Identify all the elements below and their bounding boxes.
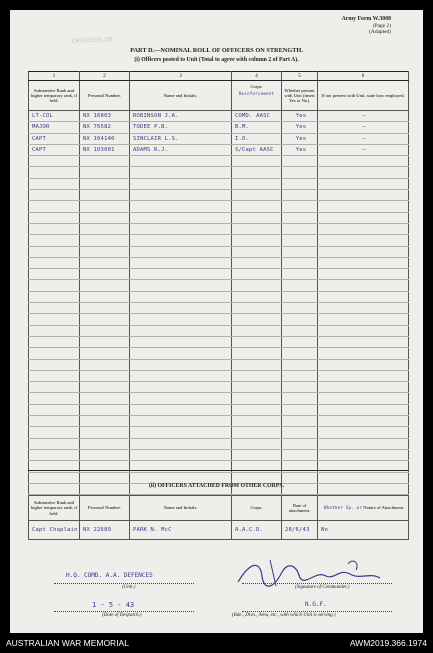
- personal-number-cell: [80, 449, 130, 460]
- blank-row: [29, 178, 409, 189]
- army-form-number: Army Form W.3008: [341, 16, 391, 22]
- present-cell: [282, 190, 318, 201]
- blank-row: [29, 291, 409, 302]
- corps-handwritten-note: Reinforcement: [238, 91, 275, 97]
- personal-number-cell: [80, 167, 130, 178]
- personal-number-cell: [80, 404, 130, 415]
- present-cell: [282, 393, 318, 404]
- rank-cell: [29, 190, 80, 201]
- nature-cell: No: [318, 521, 409, 540]
- employed-cell: [318, 167, 409, 178]
- present-header: Whether present with Unit (insert Yes or No).: [282, 81, 318, 111]
- name-cell: [130, 404, 232, 415]
- rank-cell: [29, 280, 80, 291]
- officer-row: [29, 122, 409, 133]
- rank-cell: [29, 393, 80, 404]
- rank-cell: [29, 201, 80, 212]
- present-cell: [282, 269, 318, 280]
- attached-body: [29, 521, 409, 540]
- personal-number-cell: [80, 416, 130, 427]
- employed-cell: [318, 393, 409, 404]
- employed-cell: [318, 291, 409, 302]
- blank-row: [29, 325, 409, 336]
- col-number: 6: [318, 72, 409, 81]
- corps-cell: [232, 393, 282, 404]
- roll-body: [29, 111, 409, 495]
- present-cell: [282, 438, 318, 449]
- present-cell: [282, 223, 318, 234]
- personal-number-cell: [80, 190, 130, 201]
- present-cell: [282, 336, 318, 347]
- formation-label: (Bde., Divn., Area, etc., with which Unit is serving.): [232, 613, 336, 618]
- name-cell: [130, 427, 232, 438]
- blank-row: [29, 472, 409, 483]
- officers-roll-table: [28, 71, 409, 495]
- name-header: Name and Initials.: [130, 81, 232, 111]
- unit-label: (Unit.): [122, 585, 136, 590]
- name-cell: [130, 449, 232, 460]
- col-number: 4: [232, 72, 282, 81]
- blank-row: [29, 404, 409, 415]
- blank-row: [29, 370, 409, 381]
- blank-row: [29, 201, 409, 212]
- rank-cell: [29, 223, 80, 234]
- blank-row: [29, 314, 409, 325]
- date-line: [54, 611, 194, 612]
- employed-cell: [318, 303, 409, 314]
- rank-cell: [29, 449, 80, 460]
- rank-cell: Capt Chaplain: [29, 521, 80, 540]
- personal-number-cell: NX 76582: [80, 122, 130, 133]
- personal-number-cell: [80, 370, 130, 381]
- rank-cell: [29, 325, 80, 336]
- personal-number-cell: [80, 393, 130, 404]
- personal-number-cell: [80, 223, 130, 234]
- column-header-row: [29, 81, 409, 111]
- present-cell: [282, 382, 318, 393]
- rank-cell: [29, 416, 80, 427]
- name-cell: [130, 246, 232, 257]
- corps-cell: [232, 438, 282, 449]
- blank-row: [29, 269, 409, 280]
- corps-cell: [232, 370, 282, 381]
- personal-number-cell: [80, 280, 130, 291]
- corps-cell: [232, 303, 282, 314]
- name-cell: [130, 156, 232, 167]
- unit-handwritten: H.Q. COMD. A.A. DEFENCES: [66, 572, 153, 579]
- officer-row: [29, 144, 409, 155]
- column-number-row: [29, 72, 409, 81]
- present-cell: [282, 201, 318, 212]
- rank-cell: [29, 291, 80, 302]
- present-cell: [282, 257, 318, 268]
- employed-cell: [318, 235, 409, 246]
- name-cell: [130, 212, 232, 223]
- rank-cell: [29, 246, 80, 257]
- name-cell: [130, 167, 232, 178]
- corps-cell: [232, 235, 282, 246]
- blank-row: [29, 359, 409, 370]
- attached-officer-row: [29, 521, 409, 540]
- col-number: 1: [29, 72, 80, 81]
- personal-number-cell: [80, 235, 130, 246]
- corps-cell: [232, 449, 282, 460]
- formation-handwritten: N.G.F.: [305, 601, 327, 608]
- rank-cell: [29, 178, 80, 189]
- personal-number-cell: [80, 246, 130, 257]
- name-cell: [130, 269, 232, 280]
- name-cell: [130, 370, 232, 381]
- personal-number-cell: [80, 325, 130, 336]
- blank-row: [29, 382, 409, 393]
- name-cell: [130, 438, 232, 449]
- employed-cell: [318, 223, 409, 234]
- name-cell: [130, 348, 232, 359]
- corps-cell: B.M.: [232, 122, 282, 133]
- rank-cell: [29, 336, 80, 347]
- rank-cell: [29, 472, 80, 483]
- present-cell: [282, 212, 318, 223]
- name-cell: [130, 223, 232, 234]
- present-cell: [282, 348, 318, 359]
- rank-cell: LT-COL: [29, 111, 80, 122]
- name-cell: [130, 303, 232, 314]
- corps-cell: [232, 167, 282, 178]
- rank-header: Substantive Rank and higher temporary rank, if held.: [29, 81, 80, 111]
- rank-cell: CAPT: [29, 133, 80, 144]
- signature-line: [242, 583, 392, 584]
- blank-row: [29, 257, 409, 268]
- officer-row: [29, 111, 409, 122]
- corps-header-label: Corps.: [250, 84, 263, 89]
- corps-cell: [232, 246, 282, 257]
- blank-row: [29, 190, 409, 201]
- present-cell: Yes: [282, 111, 318, 122]
- present-cell: [282, 235, 318, 246]
- rank-cell: [29, 427, 80, 438]
- present-cell: [282, 303, 318, 314]
- officer-row: [29, 133, 409, 144]
- section-divider: [28, 470, 408, 471]
- personal-number-cell: [80, 257, 130, 268]
- personal-number-cell: [80, 178, 130, 189]
- present-cell: [282, 178, 318, 189]
- name-cell: [130, 291, 232, 302]
- employed-cell: —: [318, 111, 409, 122]
- personal-number-cell: [80, 359, 130, 370]
- rank-cell: [29, 303, 80, 314]
- blank-row: [29, 427, 409, 438]
- rank-cell: [29, 167, 80, 178]
- present-cell: [282, 416, 318, 427]
- personal-number-cell: [80, 336, 130, 347]
- corps-cell: I.O.: [232, 133, 282, 144]
- part-d-subtitle: (i) Officers posted to Unit (Total to agree with column 2 of Part A).: [134, 57, 299, 63]
- personal-number-cell: [80, 382, 130, 393]
- rank-cell: [29, 359, 80, 370]
- name-cell: [130, 382, 232, 393]
- corps-cell: [232, 280, 282, 291]
- attached-title: (ii) OFFICERS ATTACHED FROM OTHER CORPS.: [148, 483, 285, 489]
- name-cell: [130, 257, 232, 268]
- corps-cell: [232, 359, 282, 370]
- present-cell: [282, 359, 318, 370]
- blank-row: [29, 212, 409, 223]
- employed-cell: [318, 336, 409, 347]
- name-header: Name and Initials.: [130, 496, 232, 521]
- blank-row: [29, 167, 409, 178]
- employed-cell: [318, 370, 409, 381]
- name-cell: ADAMS R.J.: [130, 144, 232, 155]
- attached-header-row: [29, 496, 409, 521]
- personal-number-cell: [80, 438, 130, 449]
- employed-cell: [318, 201, 409, 212]
- adapted-label: (Adapted): [369, 28, 391, 35]
- name-cell: [130, 178, 232, 189]
- blank-row: [29, 223, 409, 234]
- formation-line: [242, 611, 392, 612]
- corps-cell: S/Capt AASC: [232, 144, 282, 155]
- name-cell: PARK N. McC: [130, 521, 232, 540]
- rank-cell: [29, 257, 80, 268]
- employed-cell: [318, 314, 409, 325]
- rank-cell: [29, 212, 80, 223]
- present-cell: [282, 156, 318, 167]
- rank-cell: [29, 370, 80, 381]
- corps-cell: [232, 336, 282, 347]
- personal-number-header: Personal Number.: [80, 496, 130, 521]
- name-cell: [130, 280, 232, 291]
- name-cell: [130, 201, 232, 212]
- rank-cell: [29, 348, 80, 359]
- employed-cell: —: [318, 122, 409, 133]
- rank-cell: [29, 382, 80, 393]
- personal-number-cell: [80, 303, 130, 314]
- name-cell: ROBINSON J.A.: [130, 111, 232, 122]
- present-cell: [282, 404, 318, 415]
- name-cell: [130, 336, 232, 347]
- name-cell: TODEE P.B.: [130, 122, 232, 133]
- present-cell: [282, 472, 318, 483]
- present-cell: [282, 370, 318, 381]
- faint-stamp: OFFICERS 1/6: [71, 36, 113, 46]
- employed-cell: —: [318, 144, 409, 155]
- name-cell: [130, 190, 232, 201]
- rank-header: Substantive Rank and higher temporary rank, if held.: [29, 496, 80, 521]
- blank-row: [29, 336, 409, 347]
- personal-number-cell: [80, 314, 130, 325]
- corps-cell: A.A.C.D.: [232, 521, 282, 540]
- employed-cell: [318, 359, 409, 370]
- personal-number-cell: [80, 269, 130, 280]
- employed-cell: [318, 472, 409, 483]
- present-cell: [282, 291, 318, 302]
- corps-cell: [232, 257, 282, 268]
- corps-cell: [232, 190, 282, 201]
- personal-number-cell: [80, 212, 130, 223]
- employed-cell: [318, 269, 409, 280]
- corps-cell: [232, 472, 282, 483]
- blank-row: [29, 280, 409, 291]
- name-cell: [130, 416, 232, 427]
- corps-cell: [232, 404, 282, 415]
- personal-number-cell: [80, 472, 130, 483]
- name-cell: [130, 359, 232, 370]
- employed-cell: [318, 190, 409, 201]
- employed-cell: [318, 416, 409, 427]
- personal-number-cell: NX 104140: [80, 133, 130, 144]
- personal-number-cell: [80, 427, 130, 438]
- present-cell: [282, 280, 318, 291]
- name-cell: [130, 393, 232, 404]
- present-cell: Yes: [282, 133, 318, 144]
- corps-header: Corps.: [232, 496, 282, 521]
- corps-cell: [232, 416, 282, 427]
- name-cell: SINCLAIR L.S.: [130, 133, 232, 144]
- name-cell: [130, 472, 232, 483]
- rank-cell: [29, 314, 80, 325]
- nature-header: [318, 496, 409, 521]
- employed-cell: [318, 156, 409, 167]
- date-header: Date of attachment.: [282, 496, 318, 521]
- rank-cell: [29, 156, 80, 167]
- form-page: [10, 10, 423, 633]
- signature-label: (Signature of Commander.): [295, 585, 350, 590]
- rank-cell: [29, 269, 80, 280]
- personal-number-cell: [80, 348, 130, 359]
- footer-institution: AUSTRALIAN WAR MEMORIAL: [6, 638, 129, 648]
- corps-cell: [232, 427, 282, 438]
- part-d-title: PART D.—NOMINAL ROLL OF OFFICERS ON STRENGTH.: [130, 47, 303, 54]
- name-cell: [130, 314, 232, 325]
- employed-header: If not present with Unit, state how employed.: [318, 81, 409, 111]
- blank-row: [29, 156, 409, 167]
- personal-number-header: Personal Number.: [80, 81, 130, 111]
- col-number: 5: [282, 72, 318, 81]
- employed-cell: [318, 246, 409, 257]
- corps-cell: COMD. AASC: [232, 111, 282, 122]
- rank-cell: [29, 438, 80, 449]
- corps-cell: [232, 348, 282, 359]
- corps-cell: [232, 201, 282, 212]
- blank-row: [29, 393, 409, 404]
- corps-cell: [232, 325, 282, 336]
- nature-handwritten-note: Whether Sp. or: [324, 505, 363, 511]
- form-header: [342, 16, 391, 35]
- employed-cell: [318, 178, 409, 189]
- blank-row: [29, 449, 409, 460]
- nature-header-label: Nature of Attachment.: [363, 505, 405, 511]
- personal-number-cell: NX 22689: [80, 521, 130, 540]
- present-cell: [282, 167, 318, 178]
- employed-cell: [318, 427, 409, 438]
- corps-header: [232, 81, 282, 111]
- name-cell: [130, 235, 232, 246]
- present-cell: Yes: [282, 144, 318, 155]
- present-cell: [282, 449, 318, 460]
- present-cell: [282, 325, 318, 336]
- employed-cell: [318, 382, 409, 393]
- personal-number-cell: NX 16803: [80, 111, 130, 122]
- personal-number-cell: [80, 156, 130, 167]
- personal-number-cell: [80, 201, 130, 212]
- employed-cell: [318, 438, 409, 449]
- corps-cell: [232, 156, 282, 167]
- blank-row: [29, 438, 409, 449]
- name-cell: [130, 325, 232, 336]
- employed-cell: [318, 325, 409, 336]
- col-number: 2: [80, 72, 130, 81]
- personal-number-cell: NX 103001: [80, 144, 130, 155]
- despatch-date-handwritten: 1 - 5 - 43: [92, 601, 135, 609]
- blank-row: [29, 246, 409, 257]
- unit-line: [54, 583, 194, 584]
- attached-officers-table: [28, 495, 409, 540]
- employed-cell: [318, 348, 409, 359]
- corps-cell: [232, 291, 282, 302]
- employed-cell: [318, 212, 409, 223]
- employed-cell: [318, 257, 409, 268]
- rank-cell: CAPT: [29, 144, 80, 155]
- page-number: (Page 2): [372, 22, 391, 29]
- corps-cell: [232, 314, 282, 325]
- employed-cell: [318, 449, 409, 460]
- rank-cell: [29, 235, 80, 246]
- blank-row: [29, 303, 409, 314]
- corps-cell: [232, 178, 282, 189]
- rank-cell: [29, 404, 80, 415]
- despatch-date-label: (Date of Despatch.): [102, 613, 142, 618]
- date-cell: 28/6/43: [282, 521, 318, 540]
- corps-cell: [232, 212, 282, 223]
- corps-cell: [232, 382, 282, 393]
- present-cell: [282, 246, 318, 257]
- rank-cell: MAJOR: [29, 122, 80, 133]
- employed-cell: —: [318, 133, 409, 144]
- personal-number-cell: [80, 291, 130, 302]
- footer-accession-number: AWM2019.366.1974: [349, 638, 427, 648]
- employed-cell: [318, 404, 409, 415]
- blank-row: [29, 416, 409, 427]
- blank-row: [29, 348, 409, 359]
- present-cell: [282, 314, 318, 325]
- corps-cell: [232, 269, 282, 280]
- present-cell: [282, 427, 318, 438]
- employed-cell: [318, 280, 409, 291]
- corps-cell: [232, 223, 282, 234]
- present-cell: Yes: [282, 122, 318, 133]
- col-number: 3: [130, 72, 232, 81]
- blank-row: [29, 235, 409, 246]
